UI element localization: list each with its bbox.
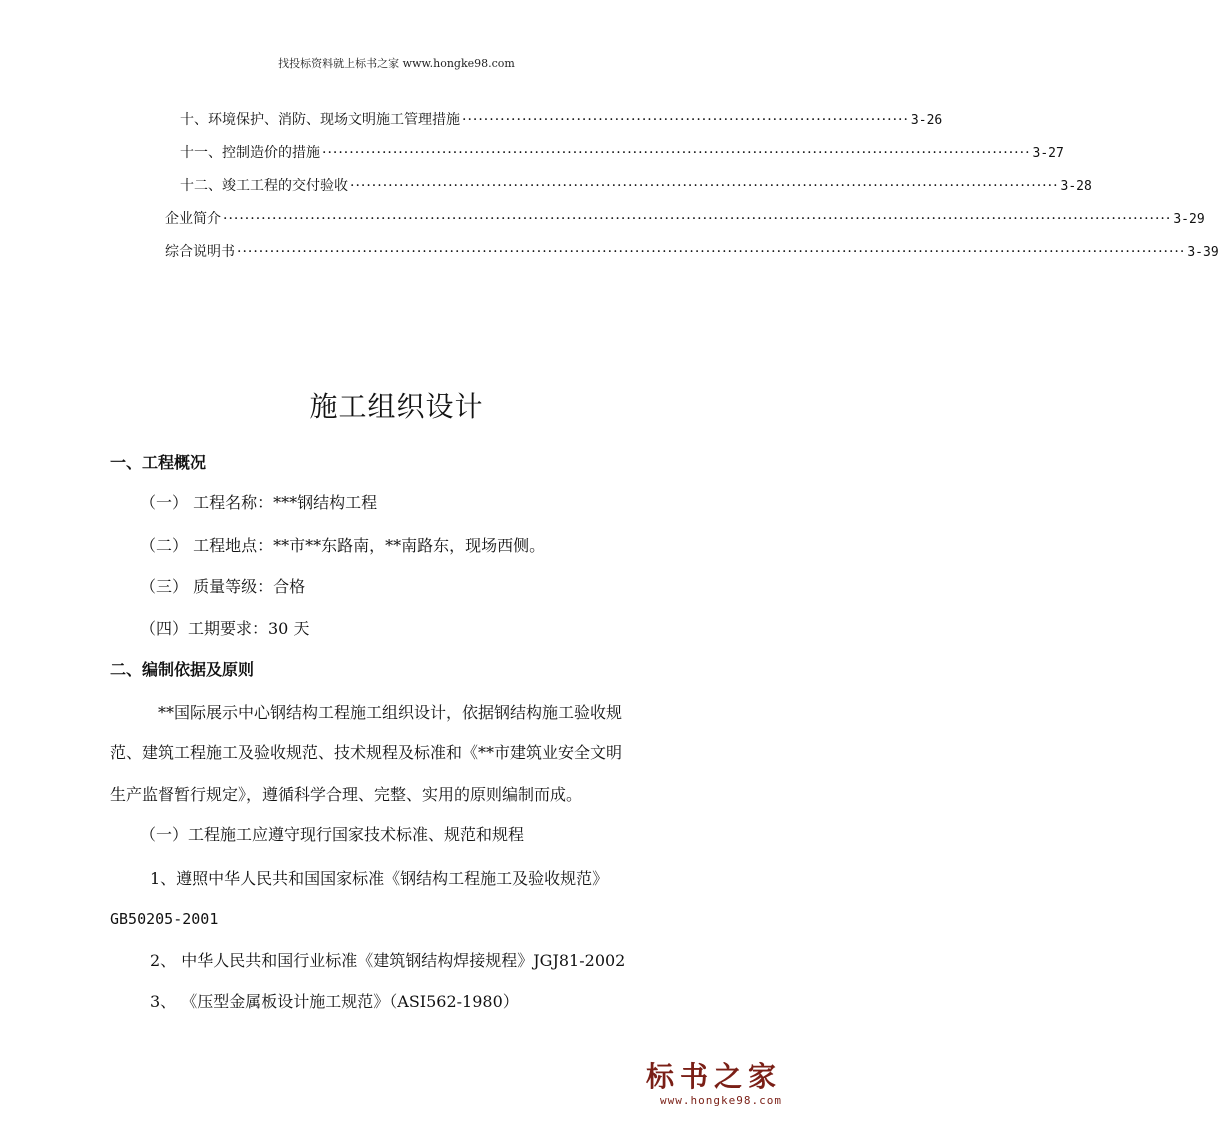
toc-page: 3-39	[1187, 245, 1219, 260]
toc-leader: ··································································································································	[350, 178, 1059, 194]
toc-page: 3-29	[1173, 212, 1205, 227]
toc-leader: ··············································································································································································	[237, 244, 1186, 260]
logo-url: www.hongke98.com	[660, 1094, 782, 1107]
toc-leader: ··················································································	[462, 112, 909, 128]
toc-label: 十一、控制造价的措施	[180, 145, 320, 161]
reference-item: 2、 中华人民共和国行业标准《建筑钢结构焊接规程》JGJ81-2002	[150, 951, 626, 970]
paragraph-line: 范、建筑工程施工及验收规范、技术规程及标准和《**市建筑业安全文明	[110, 743, 623, 762]
toc-page: 3-28	[1060, 179, 1092, 194]
overview-item: （四）工期要求：30 天	[140, 619, 310, 638]
section-heading: 一、工程概况	[110, 453, 207, 472]
toc-entry[interactable]	[180, 176, 1092, 196]
site-logo	[612, 1060, 782, 1108]
toc-entry[interactable]	[180, 110, 943, 130]
toc-entry[interactable]	[165, 242, 1219, 262]
toc-leader: ··············································································································································································	[223, 211, 1172, 227]
overview-item: （一） 工程名称：***钢结构工程	[140, 493, 378, 512]
toc-leader: ··································································································································	[322, 145, 1031, 161]
toc-entry[interactable]	[165, 209, 1205, 229]
toc-label: 企业简介	[165, 211, 221, 227]
toc-label: 十二、竣工工程的交付验收	[180, 178, 348, 194]
document-title: 施工组织设计	[309, 390, 484, 423]
overview-item: （三） 质量等级：合格	[140, 577, 306, 596]
toc-page: 3-26	[910, 113, 943, 128]
reference-item: 1、遵照中华人民共和国国家标准《钢结构工程施工及验收规范》	[150, 869, 609, 888]
toc-page: 3-27	[1032, 146, 1064, 161]
toc-label: 十、环境保护、消防、现场文明施工管理措施	[180, 112, 460, 128]
toc-entry[interactable]	[180, 143, 1064, 163]
logo-name: 标书之家	[645, 1060, 782, 1093]
overview-item: （二） 工程地点：**市**东路南，**南路东，现场西侧。	[140, 536, 546, 555]
paragraph-line: 生产监督暂行规定》，遵循科学合理、完整、实用的原则编制而成。	[110, 785, 583, 804]
section-heading: 二、编制依据及原则	[110, 660, 255, 679]
page-header: 找投标资料就上标书之家 www.hongke98.com	[278, 57, 515, 70]
subsection-heading: （一）工程施工应遵守现行国家技术标准、规范和规程	[140, 825, 525, 844]
reference-item: GB50205-2001	[110, 910, 219, 928]
toc-label: 综合说明书	[165, 244, 235, 260]
paragraph-line: **国际展示中心钢结构工程施工组织设计，依据钢结构施工验收规	[158, 703, 623, 722]
reference-item: 3、 《压型金属板设计施工规范》（ASI562-1980）	[150, 992, 519, 1011]
